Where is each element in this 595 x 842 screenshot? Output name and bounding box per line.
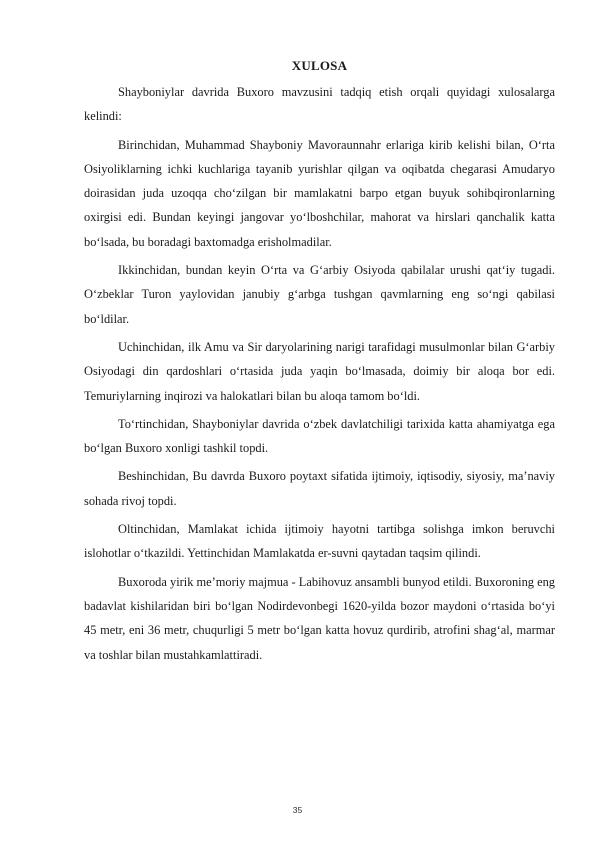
paragraph-labihovuz: Buxoroda yirik me’moriy majmua - Labihovuz ansambli bunyod etildi. Buxoroning eng badavlat kishilaridan biri bo‘lgan Nodirdevonbegi 1620-yilda bozor maydoni o‘rtasida bo‘yi 45 metr, eni 36 metr, chuqurligi 5 metr bo‘lgan katta hovuz qurdirib, atrofini shag‘al, marmar va toshlar bilan mustahkamlattiradi. — [84, 574, 555, 662]
paragraph-first: Birinchidan, Muhammad Shayboniy Mavoraunnahr erlariga kirib kelishi bilan, O‘rta Osiyoliklarning ichki kuchlariga tayanib yurishlar qilgan va oqibatda chegarasi Amudaryo doirasidan juda uzoqqa cho‘zilgan bir mamlakatni barpo etgan buyuk sohibqironlarning oxirgisi edi. Bundan keyingi jangovar yo‘lboshchilar, mahorat va hirslari qanchalik katta bo‘lsada, bu boradagi baxtomadga erisholmadilar. — [84, 137, 555, 249]
paragraph-second: Ikkinchidan, bundan keyin O‘rta va G‘arbiy Osiyoda qabilalar urushi qat‘iy tugadi. O‘zbeklar Turon yaylovidan janubiy g‘arbga tushgan qavmlarning eng so‘ngi qabilasi bo‘ldilar. — [84, 263, 555, 326]
paragraph-fifth: Beshinchidan, Bu davrda Buxoro poytaxt sifatida ijtimoiy, iqtisodiy, siyosiy, ma’naviy sohada rivoj topdi. — [84, 469, 555, 508]
paragraph-third: Uchinchidan, ilk Amu va Sir daryolarining narigi tarafidagi musulmonlar bilan G‘arbiy Osiyodagi din qardoshlari o‘rtasida juda yaqin bo‘lmasada, doimiy bir aloqa bor edi. Temuriylarning inqirozi va halokatlari bilan bu aloqa tamom bo‘ldi. — [84, 339, 555, 403]
paragraph-intro: Shayboniylar davrida Buxoro mavzusini tadqiq etish orqali quyidagi xulosalarga kelindi: — [84, 85, 555, 124]
document-page — [84, 56, 555, 671]
paragraph-fourth: To‘rtinchidan, Shayboniylar davrida o‘zbek davlatchiligi tarixida katta ahamiyatga ega bo‘lgan Buxoro xonligi tashkil topdi. — [84, 416, 555, 456]
paragraph-sixth-seventh: Oltinchidan, Mamlakat ichida ijtimoiy hayotni tartibga solishga imkon beruvchi islohotlar o‘tkazildi. Yettinchidan Mamlakatda er-suvni qaytadan taqsim qilindi. — [84, 522, 555, 561]
page-number: 35 — [292, 805, 303, 815]
section-title: XULOSA — [291, 58, 348, 73]
